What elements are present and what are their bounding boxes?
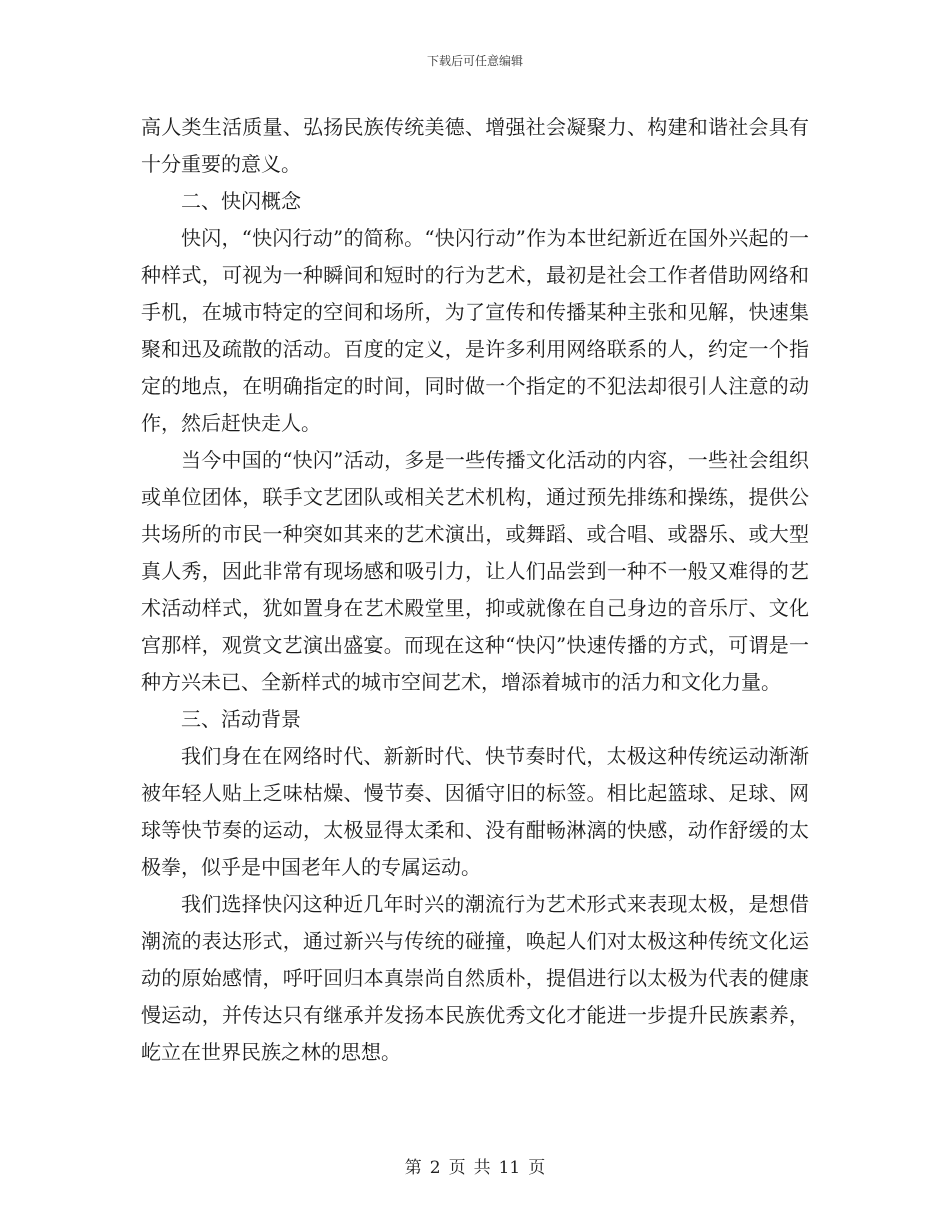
total-prefix: 共: [473, 1158, 491, 1178]
paragraph-flashmob-definition: 快闪，“快闪行动”的简称。“快闪行动”作为本世纪新近在国外兴起的一种样式，可视为一种瞬间和短时的行为艺术，最初是社会工作者借助网络和手机，在城市特定的空间和场所，为了宣传和传播某种主张和见解，快速集聚和迅及疏散的活动。百度的定义，是许多利用网络联系的人，约定一个指定的地点，在明确指定的时间，同时做一个指定的不犯法却很引人注意的动作，然后赶快走人。: [141, 226, 809, 435]
total-pages-number: 11: [498, 1158, 521, 1178]
paragraph-china-flashmob: 当今中国的“快闪”活动，多是一些传播文化活动的内容，一些社会组织或单位团体，联手文艺团队或相关艺术机构，通过预先排练和操练，提供公共场所的市民一种突如其来的艺术演出，或舞蹈、或合唱、或器乐、或大型真人秀，因此非常有现场感和吸引力，让人们品尝到一种不一般又难得的艺术活动样式，犹如置身在艺术殿堂里，抑或就像在自己身边的音乐厅、文化宫那样，观赏文艺演出盛宴。而现在这种“快闪”快速传播的方式，可谓是一种方兴未已、全新样式的城市空间艺术，增添着城市的活力和文化力量。: [141, 448, 809, 694]
paragraph-taichi-background: 我们身在在网络时代、新新时代、快节奏时代，太极这种传统运动渐渐被年轻人贴上乏味枯燥、慢节奏、因循守旧的标签。相比起篮球、足球、网球等快节奏的运动，太极显得太柔和、没有酣畅淋漓的快感，动作舒缓的太极拳，似乎是中国老年人的专属运动。: [141, 744, 809, 879]
total-suffix: 页: [528, 1158, 546, 1178]
page-word: 页: [448, 1158, 466, 1178]
section-heading-activity-background: 三、活动背景: [181, 707, 301, 731]
current-page-number: 2: [429, 1158, 441, 1178]
page-header-note: 下载后可任意编辑: [426, 54, 523, 68]
section-heading-flashmob-concept: 二、快闪概念: [181, 189, 301, 213]
page-footer: [0, 1153, 950, 1178]
document-body: [141, 109, 809, 1071]
paragraph-continuation: 高人类生活质量、弘扬民族传统美德、增强社会凝聚力、构建和谐社会具有十分重要的意义。: [141, 115, 809, 176]
paragraph-purpose: 我们选择快闪这种近几年时兴的潮流行为艺术形式来表现太极，是想借潮流的表达形式，通过新兴与传统的碰撞，唤起人们对太极这种传统文化运动的原始感情，呼吁回归本真崇尚自然质朴，提倡进行以太极为代表的健康慢运动，并传达只有继承并发扬本民族优秀文化才能进一步提升民族素养，屹立在世界民族之林的思想。: [141, 892, 809, 1064]
page-prefix: 第: [404, 1158, 422, 1178]
